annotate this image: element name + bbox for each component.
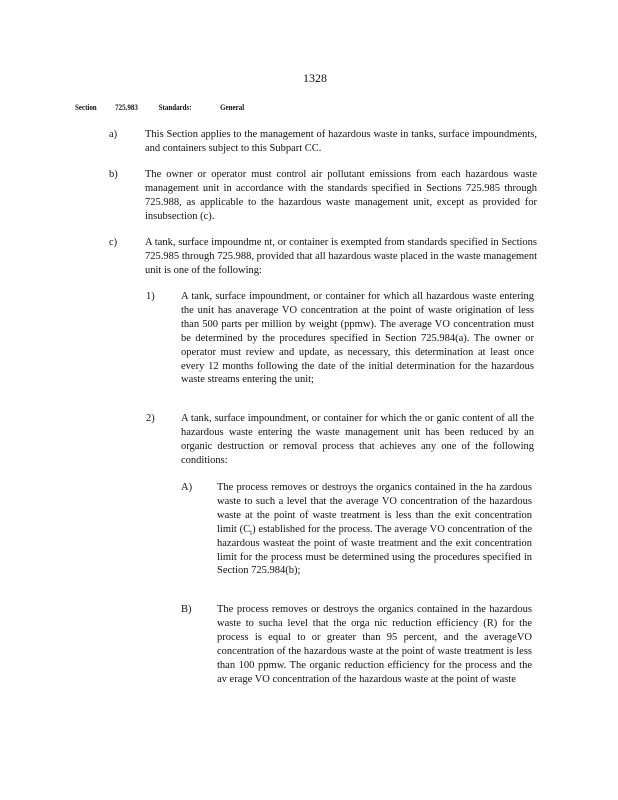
paragraph-text: A tank, surface impoundment, or container for which the or ganic content of all the hazardous waste entering the waste management unit has been reduced by an organic destruction or removal process that achieves any one of the following conditions: — [181, 413, 534, 466]
paragraph-text — [217, 481, 532, 578]
paragraph-text: The process removes or destroys the organics contained in the hazardous waste to sucha level that the orga nic reduction efficiency (R) for the process is equal to or greater than 95 percent, and the averageVO concentration of the hazardous waste at the point of waste treatment is less than 100 ppmw. The organic reduction efficiency for the process and the av erage VO concentration of the hazardous waste at the point of waste — [217, 604, 532, 685]
paragraph-text: A tank, surface impoundment, or container for which all hazardous waste entering the unit has anaverage VO concentration at the point of waste origination of less than 500 parts per million by weight (ppmw). The average VO concentration must be determined by the procedures specified in Section 725.984(a). The owner or operator must review and update, as necessary, this determination at least once every 12 months following the date of the initial determination for the hazardous waste streams entering the unit; — [181, 291, 534, 386]
paragraph-label: 1) — [146, 291, 155, 302]
section-title: Standards: — [158, 102, 192, 112]
page-number: 1328 — [303, 71, 327, 85]
paragraph-label: c) — [109, 237, 118, 248]
paragraph-label: A) — [181, 482, 193, 493]
paragraph-label: B) — [181, 604, 192, 615]
paragraph-label: a) — [109, 129, 118, 140]
section-number: 725.983 — [115, 102, 138, 112]
text-before: The process removes or destroys the organics contained in the ha zardous waste to such a level that the average VO concentration of the hazardous waste at the point of waste treatment is less than the exit concentration limit (C — [217, 482, 532, 535]
paragraph-text: This Section applies to the management of hazardous waste in tanks, surface impoundments, and containers subject to this Subpart CC. — [145, 129, 537, 154]
text-after: ) established for the process. The average VO concentration of the hazardous wasteat the point of waste treatment and the exit concentration limit for the process must be determined using the procedures specified in Section 725.984(b); — [217, 523, 532, 577]
section-word: Section — [75, 102, 97, 112]
exit-concentration-subscript: t — [250, 528, 253, 537]
paragraph-text: The owner or operator must control air pollutant emissions from each hazardous waste management unit in accordance with the standards specified in Sections 725.985 through 725.988, as applicable to the hazardous waste management unit, except as provided for insubsection (c). — [145, 169, 537, 222]
paragraph-label: b) — [109, 169, 118, 180]
paragraph-label: 2) — [146, 413, 155, 424]
paragraph-text: A tank, surface impoundme nt, or container is exempted from standards specified in Sections 725.985 through 725.988, provided that all hazardous waste placed in the waste management unit is one of the following: — [145, 237, 537, 276]
section-subtitle: General — [220, 102, 245, 112]
